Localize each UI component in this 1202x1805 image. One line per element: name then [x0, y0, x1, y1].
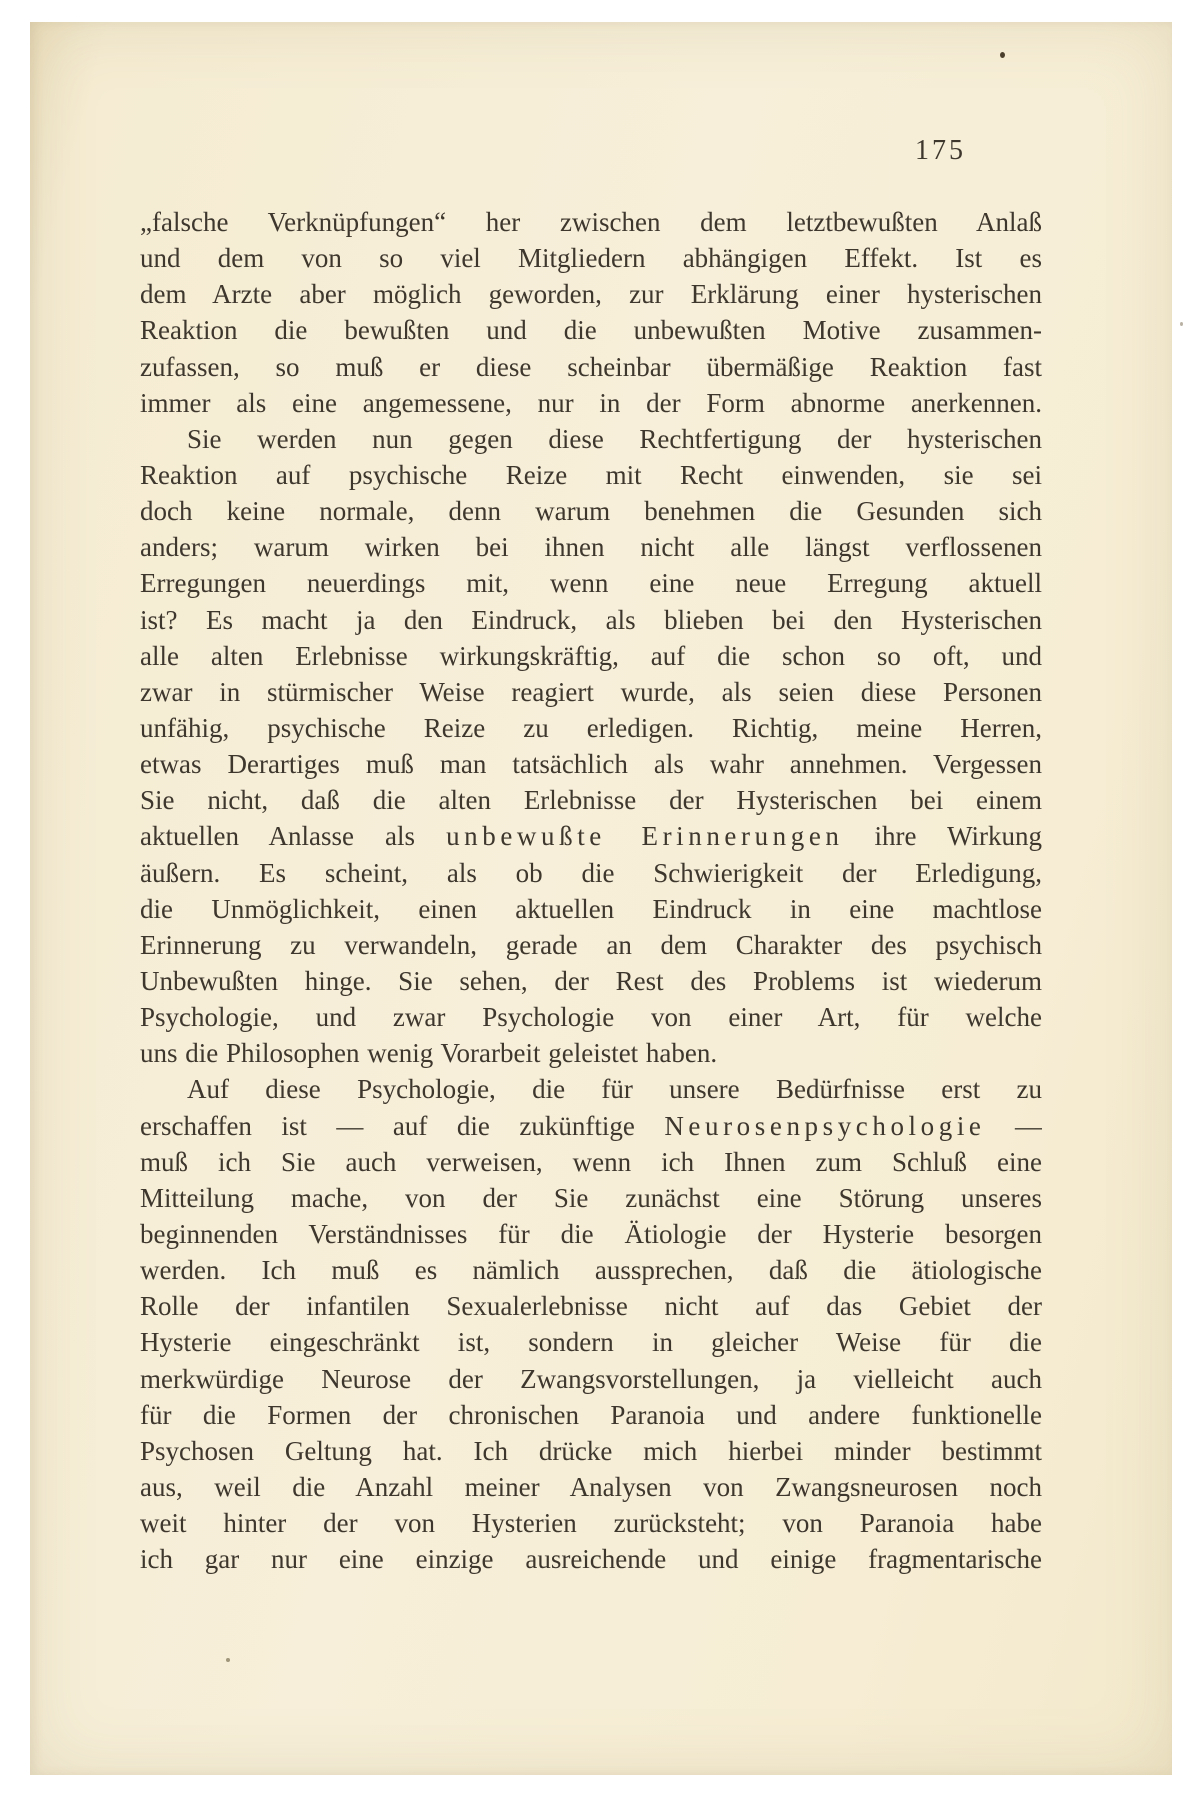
text-segment: unfähig, psychische Reize zu erledigen. Richtig, meine Herren, — [140, 712, 1042, 743]
text-segment: aktuellen Anlasse als — [140, 821, 447, 852]
letterspaced-text: Neurosenpsychologie — [664, 1110, 986, 1141]
text-line — [140, 1505, 1042, 1541]
text-segment: Reaktion auf psychische Reize mit Recht einwenden, sie sei — [140, 459, 1042, 490]
text-line — [140, 638, 1042, 674]
text-line — [140, 674, 1042, 710]
text-segment: zwar in stürmischer Weise reagiert wurde, als seien diese Personen — [140, 676, 1042, 707]
text-line — [140, 1361, 1042, 1397]
text-segment: ich gar nur eine einzige ausreichende und einige fragmentarische — [140, 1544, 1042, 1575]
text-segment: Mitteilung mache, von der Sie zunächst eine Störung unseres — [140, 1182, 1042, 1213]
text-line — [140, 746, 1042, 782]
text-line — [140, 1324, 1042, 1360]
text-segment: immer als eine angemessene, nur in der Form abnorme anerkennen. — [140, 387, 1042, 418]
text-segment: doch keine normale, denn warum benehmen die Gesunden sich — [140, 496, 1042, 527]
text-segment: uns die Philosophen wenig Vorarbeit geleistet haben. — [140, 1038, 718, 1069]
text-line — [140, 276, 1042, 312]
body-text-block — [140, 204, 1042, 1577]
text-segment: — — [985, 1110, 1042, 1141]
text-segment: „falsche Verknüpfungen“ her zwischen dem letztbewußten Anlaß — [140, 207, 1042, 237]
text-segment: Unbewußten hinge. Sie sehen, der Rest des Problems ist wiederum — [140, 965, 1042, 996]
text-line — [140, 240, 1042, 276]
text-segment: zufassen, so muß er diese scheinbar übermäßige Reaktion fast — [140, 351, 1042, 382]
text-line — [140, 312, 1042, 348]
text-line — [140, 385, 1042, 421]
text-segment: Psychosen Geltung hat. Ich drücke mich hierbei minder bestimmt — [140, 1435, 1042, 1466]
text-line — [140, 1216, 1042, 1252]
text-segment: Rolle der infantilen Sexualerlebnisse nicht auf das Gebiet der — [140, 1291, 1042, 1322]
text-line — [140, 710, 1042, 746]
ink-speck — [1180, 322, 1183, 326]
text-line — [140, 457, 1042, 493]
text-line — [140, 1180, 1042, 1216]
text-segment: muß ich Sie auch verweisen, wenn ich Ihnen zum Schluß eine — [140, 1146, 1042, 1177]
text-segment: beginnenden Verständnisses für die Ätiologie der Hysterie besorgen — [140, 1218, 1042, 1249]
text-segment: Hysterie eingeschränkt ist, sondern in gleicher Weise für die — [140, 1327, 1042, 1358]
text-line — [140, 204, 1042, 240]
text-segment: Sie werden nun gegen diese Rechtfertigung der hysterischen — [187, 423, 1042, 454]
text-line — [140, 999, 1042, 1035]
text-segment: anders; warum wirken bei ihnen nicht alle längst verflossenen — [140, 532, 1042, 563]
text-segment: Psychologie, und zwar Psychologie von einer Art, für welche — [140, 1002, 1042, 1033]
book-page — [30, 22, 1172, 1775]
text-line — [140, 421, 1042, 457]
text-segment: dem Arzte aber möglich geworden, zur Erklärung einer hysterischen — [140, 279, 1042, 310]
text-line — [140, 349, 1042, 385]
text-line — [140, 1288, 1042, 1324]
text-segment: die Unmöglichkeit, einen aktuellen Eindruck in eine machtlose — [140, 893, 1042, 924]
text-segment: werden. Ich muß es nämlich aussprechen, daß die ätiologische — [140, 1255, 1042, 1286]
text-line — [140, 963, 1042, 999]
text-line — [140, 1144, 1042, 1180]
text-line — [140, 855, 1042, 891]
text-line — [140, 1071, 1042, 1107]
text-line — [140, 529, 1042, 565]
text-segment: Auf diese Psychologie, die für unsere Bedürfnisse erst zu — [187, 1074, 1042, 1105]
text-segment: weit hinter der von Hysterien zurücksteht; von Paranoia habe — [140, 1508, 1042, 1539]
text-line — [140, 1541, 1042, 1577]
ink-speck — [1000, 52, 1005, 58]
text-line — [140, 818, 1042, 854]
text-segment: Erregungen neuerdings mit, wenn eine neue Erregung aktuell — [140, 568, 1042, 599]
text-segment: ist? Es macht ja den Eindruck, als blieben bei den Hysterischen — [140, 604, 1042, 635]
text-segment: Sie nicht, daß die alten Erlebnisse der Hysterischen bei einem — [140, 785, 1042, 816]
text-segment: alle alten Erlebnisse wirkungskräftig, auf die schon so oft, und — [140, 640, 1042, 671]
text-segment: aus, weil die Anzahl meiner Analysen von Zwangsneurosen noch — [140, 1471, 1042, 1502]
text-line — [140, 602, 1042, 638]
text-line — [140, 927, 1042, 963]
text-segment: und dem von so viel Mitgliedern abhängigen Effekt. Ist es — [140, 243, 1042, 274]
text-line — [140, 565, 1042, 601]
text-segment: ihre Wirkung — [843, 821, 1042, 852]
text-line — [140, 493, 1042, 529]
text-segment: erschaffen ist — auf die zukünftige — [140, 1110, 665, 1141]
text-line — [140, 1469, 1042, 1505]
text-line — [140, 1397, 1042, 1433]
text-segment: merkwürdige Neurose der Zwangsvorstellungen, ja vielleicht auch — [140, 1363, 1042, 1394]
text-line — [140, 891, 1042, 927]
letterspaced-text: unbewußte Erinnerungen — [446, 821, 844, 852]
text-line — [140, 1035, 1042, 1071]
text-line — [140, 1433, 1042, 1469]
text-segment: äußern. Es scheint, als ob die Schwierigkeit der Erledigung, — [140, 857, 1042, 888]
text-segment: Reaktion die bewußten und die unbewußten Motive zusammen- — [140, 315, 1042, 346]
text-line — [140, 1108, 1042, 1144]
text-segment: für die Formen der chronischen Paranoia und andere funktionelle — [140, 1399, 1042, 1430]
ink-speck — [226, 1658, 230, 1662]
page-number: 175 — [915, 135, 966, 166]
text-line — [140, 1252, 1042, 1288]
text-segment: etwas Derartiges muß man tatsächlich als wahr annehmen. Vergessen — [140, 749, 1042, 780]
text-segment: Erinnerung zu verwandeln, gerade an dem Charakter des psychisch — [140, 929, 1042, 960]
text-line — [140, 782, 1042, 818]
